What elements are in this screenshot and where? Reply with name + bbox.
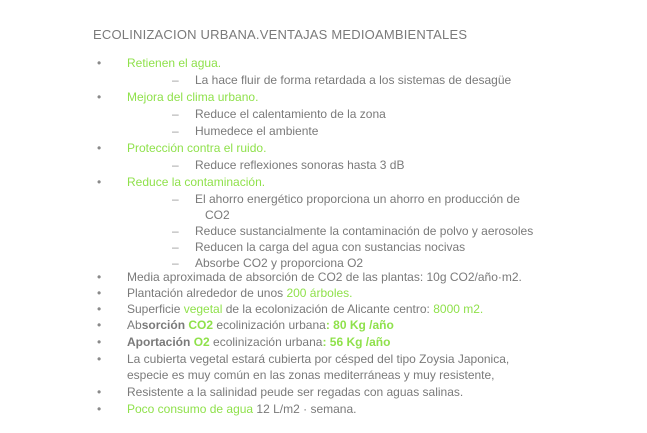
- item-text-part: A: [127, 335, 136, 349]
- item-text-part: Media aproximada de absorción de CO2 de las plantas: 10g CO2/año·m2.: [127, 270, 522, 284]
- item-text: [127, 384, 463, 400]
- item-text-part: Retienen el agua.: [127, 56, 222, 70]
- item-text: [127, 334, 390, 350]
- dash-icon: –: [172, 224, 179, 238]
- item-text: [195, 123, 318, 139]
- bullet-icon: •: [97, 90, 102, 104]
- item-text-part: de la ecolonización de Alicante centro:: [222, 302, 434, 316]
- item-text-part: El ahorro energético proporciona un ahorro en producción de: [195, 192, 520, 206]
- item-text: [205, 207, 230, 223]
- item-text: [127, 269, 522, 285]
- item-text: [127, 317, 394, 333]
- item-text-part: O2: [193, 335, 210, 349]
- bullet-icon: •: [97, 141, 102, 155]
- item-text: [195, 106, 386, 122]
- item-text-part: Poco consumo de agua: [127, 402, 254, 416]
- item-text-part: portación: [135, 335, 194, 349]
- item-text: [127, 174, 265, 190]
- item-text-part: Reduce el calentamiento de la zona: [195, 107, 386, 121]
- item-text-part: ecolinización urbana: [213, 318, 326, 332]
- item-text: [195, 157, 404, 173]
- item-text-part: CO2: [205, 208, 230, 222]
- item-text-part: Mejora del clima urbano.: [127, 90, 259, 104]
- item-text-part: Reduce sustancialmente la contaminación de polvo y aerosoles: [195, 224, 534, 238]
- item-text-part: vegetal: [183, 302, 223, 316]
- item-text-part: Resistente a la salinidad peude ser regadas con aguas salinas.: [127, 385, 464, 399]
- item-text-part: especie es muy común en las zonas mediterráneas y muy resistente,: [127, 368, 495, 382]
- bullet-icon: •: [97, 385, 102, 399]
- item-text-part: Reduce reflexiones sonoras hasta 3 dB: [195, 158, 405, 172]
- item-text-part: 8000 m2.: [433, 302, 484, 316]
- bullet-icon: •: [97, 302, 102, 316]
- bullet-icon: •: [97, 286, 102, 300]
- item-text: [195, 72, 511, 88]
- bullet-icon: •: [97, 352, 102, 366]
- bullet-icon: •: [97, 56, 102, 70]
- item-text: [127, 89, 258, 105]
- item-text: [127, 367, 495, 383]
- bullet-icon: •: [97, 318, 102, 332]
- dash-icon: –: [172, 107, 179, 121]
- item-text-part: Ab: [127, 318, 142, 332]
- item-text-part: : 80 Kg /año: [325, 318, 394, 332]
- bullet-icon: •: [97, 175, 102, 189]
- item-text: [127, 55, 221, 71]
- item-text: [195, 223, 533, 239]
- item-text: [127, 351, 509, 367]
- item-text: [127, 285, 353, 301]
- item-text-part: ecolinización urbana: [209, 335, 323, 349]
- item-text-part: Humedece el ambiente: [195, 124, 319, 138]
- item-text: [127, 401, 356, 417]
- dash-icon: –: [172, 73, 179, 87]
- item-text-part: Reducen la carga del agua con sustancias nocivas: [195, 240, 466, 254]
- item-text-part: : 56 Kg /año: [322, 335, 391, 349]
- item-text-part: Plantación alrededor de unos: [127, 286, 287, 300]
- item-text-part: 12 L/m2 · semana.: [253, 402, 357, 416]
- slide-title: ECOLINIZACION URBANA.VENTAJAS MEDIOAMBIENTALES: [93, 27, 468, 42]
- dash-icon: –: [172, 256, 179, 270]
- item-text-part: La cubierta vegetal estará cubierta por césped del tipo Zoysia Japonica,: [127, 352, 510, 366]
- dash-icon: –: [172, 240, 179, 254]
- item-text-part: La hace fluir de forma retardada a los sistemas de desagüe: [195, 73, 512, 87]
- dash-icon: –: [172, 124, 179, 138]
- bullet-icon: •: [97, 402, 102, 416]
- item-text-part: Superficie: [127, 302, 184, 316]
- item-text: [127, 140, 266, 156]
- item-text-part: Protección contra el ruido.: [127, 141, 267, 155]
- item-text: [195, 191, 520, 207]
- item-text: [195, 239, 465, 255]
- bullet-icon: •: [97, 335, 102, 349]
- item-text-part: Absorbe CO2 y proporciona O2: [195, 256, 364, 270]
- item-text-part: CO2: [188, 318, 214, 332]
- item-text-part: Reduce la contaminación.: [127, 175, 266, 189]
- dash-icon: –: [172, 192, 179, 206]
- item-text-part: 200 árboles.: [286, 286, 353, 300]
- dash-icon: –: [172, 158, 179, 172]
- item-text-part: sorción: [141, 318, 189, 332]
- bullet-icon: •: [97, 270, 102, 284]
- item-text: [127, 301, 483, 317]
